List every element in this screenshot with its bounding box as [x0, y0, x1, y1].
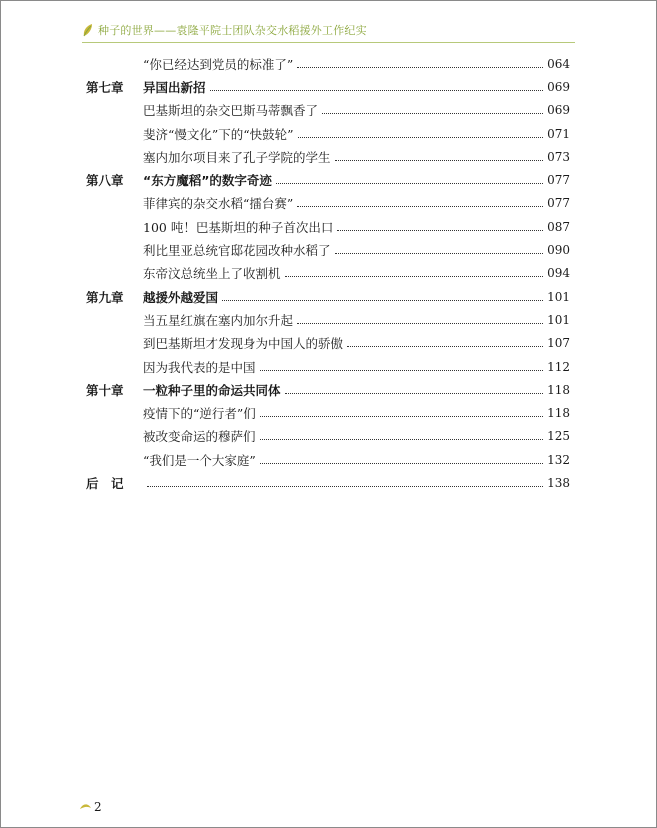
toc-page-number: 118 [547, 406, 570, 421]
toc-page-number: 118 [547, 382, 570, 397]
toc-entry-title: 东帝汶总统坐上了收割机 [143, 266, 281, 282]
toc-entry-title: 一粒种子里的命运共同体 [143, 382, 281, 398]
toc-entry-title: “我们是一个大家庭” [143, 452, 256, 468]
dot-leader [276, 182, 543, 184]
dot-leader [285, 275, 544, 277]
toc-entry-title: 斐济“慢文化”下的“快鼓轮” [143, 126, 294, 142]
toc-entry-title: 异国出新招 [143, 79, 206, 95]
toc-page-number: 071 [547, 126, 570, 141]
toc-page-number: 090 [547, 243, 570, 258]
toc-entry-title: 巴基斯坦的杂交巴斯马蒂飘香了 [143, 103, 319, 119]
toc-section-row[interactable] [86, 332, 570, 355]
toc-page-number: 094 [547, 266, 570, 281]
toc-page-number: 077 [547, 196, 570, 211]
toc-entry-title: 到巴基斯坦才发现身为中国人的骄傲 [143, 336, 344, 352]
table-of-contents [86, 52, 570, 495]
page-footer [80, 800, 102, 814]
dot-leader [222, 299, 543, 301]
toc-page-number: 125 [547, 429, 570, 444]
dot-leader [260, 369, 544, 371]
toc-entry-title: “东方魔稻”的数字奇迹 [143, 173, 272, 189]
toc-section-row[interactable] [86, 448, 570, 471]
dot-leader [260, 415, 543, 417]
toc-page-number: 069 [547, 103, 570, 118]
chapter-number: 第十章 [86, 382, 124, 398]
toc-section-row[interactable] [86, 401, 570, 424]
toc-page-number: 101 [547, 312, 570, 327]
header-rule [82, 42, 575, 43]
dot-leader [260, 462, 543, 464]
dot-leader [210, 89, 544, 91]
leaf-icon [82, 23, 94, 37]
toc-section-row[interactable] [86, 238, 570, 261]
toc-entry-title: 塞内加尔项目来了孔子学院的学生 [143, 149, 331, 165]
toc-page-number: 064 [547, 56, 570, 71]
toc-chapter-row[interactable] [86, 285, 570, 308]
toc-entry-title: 菲律宾的杂交水稻“擂台赛” [143, 196, 294, 212]
dot-leader [322, 112, 543, 114]
toc-entry-title: 越援外越爱国 [143, 289, 219, 305]
toc-entry-title: 当五星红旗在塞内加尔升起 [143, 312, 294, 328]
toc-section-row[interactable] [86, 122, 570, 145]
toc-page-number: 069 [547, 79, 570, 94]
toc-section-row[interactable] [86, 355, 570, 378]
toc-chapter-row[interactable] [86, 75, 570, 98]
toc-section-row[interactable] [86, 308, 570, 331]
toc-entry-title: 100 吨！巴基斯坦的种子首次出口 [143, 219, 334, 235]
toc-page-number: 138 [547, 475, 570, 490]
dot-leader [297, 322, 543, 324]
toc-section-row[interactable] [86, 425, 570, 448]
chapter-number: 后 记 [86, 475, 124, 491]
chapter-number: 第七章 [86, 79, 124, 95]
dot-leader [335, 252, 544, 254]
toc-page-number: 077 [547, 173, 570, 188]
chapter-number: 第八章 [86, 173, 124, 189]
toc-section-row[interactable] [86, 145, 570, 168]
toc-page-number: 101 [547, 289, 570, 304]
dot-leader [260, 438, 544, 440]
dot-leader [335, 159, 544, 161]
dot-leader [297, 205, 543, 207]
page-mark-icon [80, 803, 91, 811]
toc-page-number: 073 [547, 149, 570, 164]
toc-page-number: 107 [547, 336, 570, 351]
toc-entry-title: 疫情下的“逆行者”们 [143, 406, 256, 422]
toc-section-row[interactable] [86, 99, 570, 122]
chapter-number: 第九章 [86, 289, 124, 305]
toc-entry-title: “你已经达到党员的标准了” [143, 56, 294, 72]
dot-leader [347, 345, 543, 347]
toc-section-row[interactable] [86, 192, 570, 215]
toc-section-row[interactable] [86, 215, 570, 238]
toc-page-number: 087 [547, 219, 570, 234]
toc-chapter-row[interactable] [86, 168, 570, 191]
running-header [82, 20, 367, 40]
dot-leader [147, 485, 543, 487]
dot-leader [297, 66, 543, 68]
dot-leader [337, 229, 543, 231]
toc-entry-title: 因为我代表的是中国 [143, 359, 256, 375]
dot-leader [285, 392, 544, 394]
toc-page-number: 132 [547, 452, 570, 467]
toc-section-row[interactable] [86, 52, 570, 75]
toc-chapter-row[interactable] [86, 471, 570, 494]
toc-entry-title: 被改变命运的穆萨们 [143, 429, 256, 445]
toc-entry-title: 利比里亚总统官邸花园改种水稻了 [143, 243, 331, 259]
page-number: 2 [94, 800, 102, 814]
toc-chapter-row[interactable] [86, 378, 570, 401]
toc-page-number: 112 [547, 359, 570, 374]
dot-leader [298, 136, 544, 138]
toc-section-row[interactable] [86, 262, 570, 285]
header-title: 种子的世界——袁隆平院士团队杂交水稻援外工作纪实 [98, 24, 367, 37]
